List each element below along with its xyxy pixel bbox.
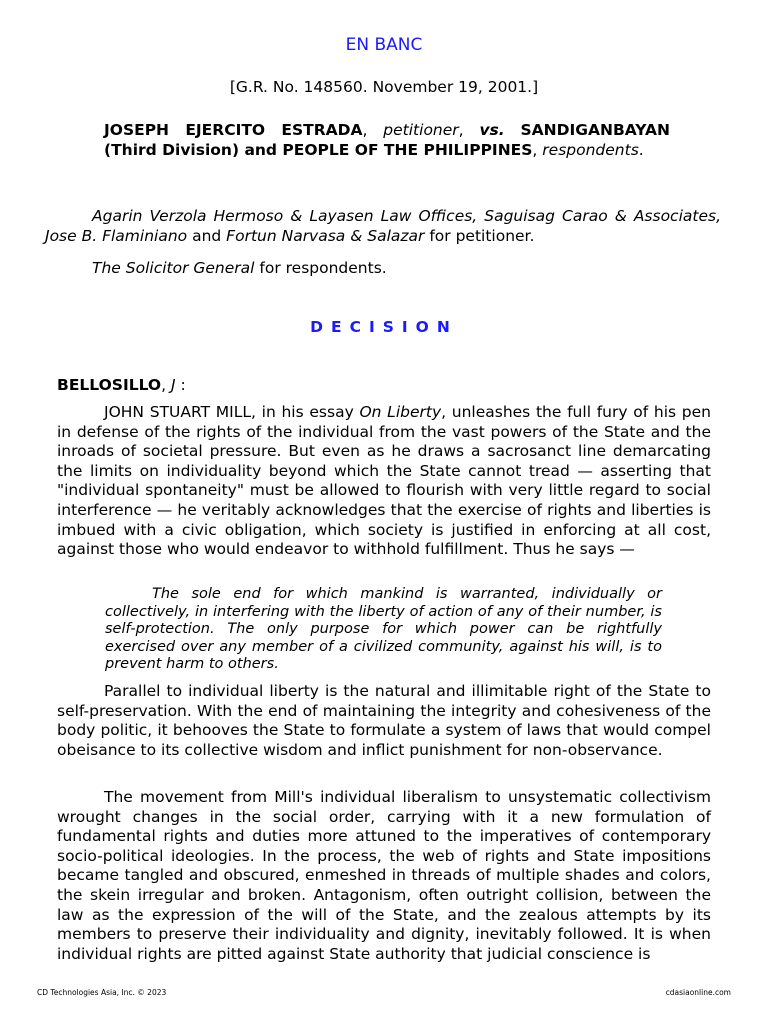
petitioner-role: petitioner [383,121,459,139]
body-paragraph: The movement from Mill's individual liberalism to unsystematic collectivism wrought changes in the social order, carrying with it a new formulation of fundamental rights and duties more attuned to the imperatives of contemporary socio-political ideologies. In the process, the web of rights and State impositions became tangled and obscured, enmeshed in threads of multiple shades and colors, the skein irregular and broken. Antagonism, often outright collision, between the law as the expression of the will of the State, and the zealous attempts by its members to preserve their individuality and dignity, inevitably followed. It is when individual rights are pitted against State authority that judicial conscience is [57,788,711,963]
case-parties [104,121,670,160]
paragraph-text: JOHN STUART MILL, in his essay [104,403,360,421]
versus-label: vs. [479,121,505,139]
ponente [57,376,186,394]
ponente-title: J [170,376,176,394]
counsel-role: for respondents. [254,259,387,277]
court-division-heading: EN BANC [345,35,423,55]
cited-work-title: On Liberty [359,403,442,421]
separator: , [362,121,368,139]
body-paragraph [57,403,711,560]
respondents-name: SANDIGANBAYAN (Third Division) and PEOPLE OF THE PHILIPPINES [104,121,670,159]
conjunction: and [187,226,227,245]
separator: , [161,376,171,394]
petitioner-name: JOSEPH EJERCITO ESTRADA [104,121,363,139]
body-paragraph: Parallel to individual liberty is the natural and illimitable right of the State to self-preservation. With the end of maintaining the integrity and cohesiveness of the body politic, it behooves the State to formulate a system of laws that would compel obeisance to its collective wisdom and inflict punishment for non-observance. [57,682,711,759]
separator: . [638,140,644,159]
respondents-role: respondents [542,140,639,159]
block-quote: The sole end for which mankind is warranted, individually or collectively, in interfering with the liberty of action of any of their number, is self-protection. The only purpose for which power can be rightfully exercised over any member of a civilized community, against his will, is to prevent harm to others. [105,586,662,672]
footer-site-link[interactable]: cdasiaonline.com [665,988,731,997]
separator: , [458,121,464,139]
petitioner-counsel [45,207,721,246]
counsel-role: for petitioner. [424,226,535,245]
footer-copyright: CD Technologies Asia, Inc. © 2023 [37,988,167,997]
petitioner-firms: Agarin Verzola Hermoso & Layasen Law Offices, Saguisag Carao & Associates, Jose B. Flaminiano [45,207,721,245]
decision-title: DECISION [310,318,458,336]
ponente-name: BELLOSILLO [57,376,162,394]
case-number: [G.R. No. 148560. November 19, 2001.] [229,78,539,96]
paragraph-text: , unleashes the full fury of his pen in defense of the rights of the individual from the vast powers of the State and the inroads of societal pressure. But even as he draws a sacrosanct line demarcating the limits on individuality beyond which the State cannot tread — asserting that "individual spontaneity" must be allowed to flourish with very little regard to social interference — he veritably acknowledges that the exercise of rights and liberties is imbued with a civic obligation, which society is justified in enforcing at all cost, against those who would endeavor to withhold fulfillment. Thus he says — [57,403,711,559]
separator: , [532,140,538,159]
respondent-counsel [92,259,712,277]
solicitor-general: The Solicitor General [92,259,255,277]
separator: : [175,376,186,394]
petitioner-firm-last: Fortun Narvasa & Salazar [226,226,425,245]
